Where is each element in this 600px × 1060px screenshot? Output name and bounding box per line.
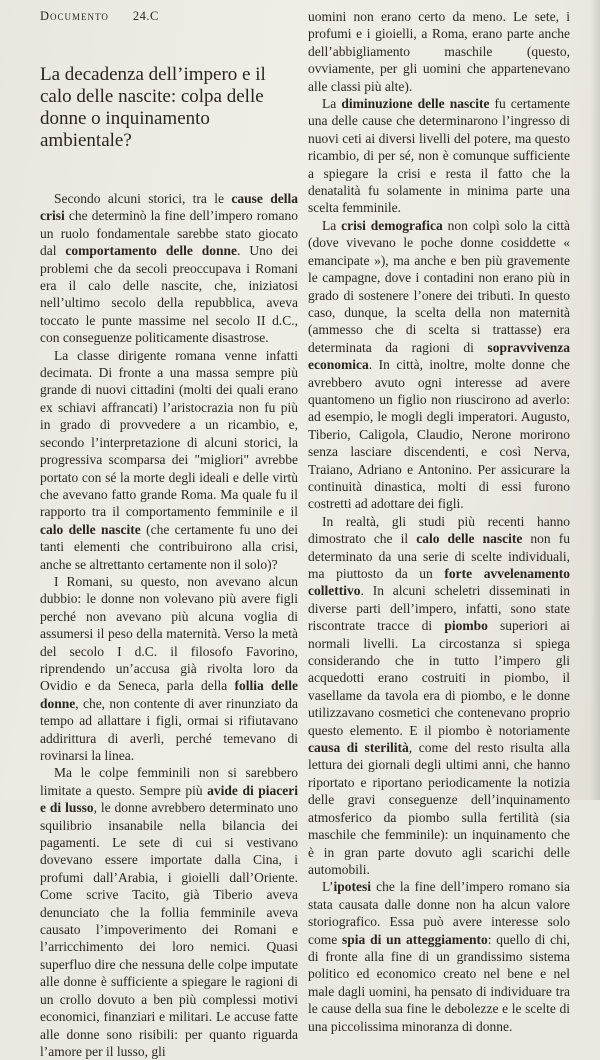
text-run: superiori ai normali livelli. La circostanza si spiega considerando che in tutto l’impero gli acquedotti erano costruiti in piombo, il vasellame da tavola era di piombo, e le donne utilizzavano cosmetici che contenevano proprio questo elemento. E il piombo è notoriamente: [308, 618, 570, 738]
right-column: [308, 8, 570, 1035]
text-run: . In città, inoltre, molte donne che avrebbero avuto ogni interesse ad avere quantomeno un figlio non riuscirono ad averlo: ad esempio, le mogli degli imperatori. Augusto, Tiberio, Caligola, Claudio, Nerone morirono senza lasciare discendenti, e così Nerva, Traiano, Adriano e Antonino. Per assicurare la continuità dinastica, molti di essi furono costretti ad adottare dei figli.: [308, 357, 570, 512]
text-run: che determinò la fine dell’impero romano un ruolo fondamentale sarebbe stato giocato dal: [40, 208, 298, 259]
text-run: I Romani, su questo, non avevano alcun dubbio: le donne non volevano più avere figli perché non avevano più alcuna voglia di assumersi il peso della maternità. Verso la metà del secolo I d.C. il filosofo Favorino, riprendendo un’accusa già rivolta loro da Ovidio e da Seneca, parla della: [40, 573, 298, 694]
bold-term: ipotesi: [333, 879, 372, 895]
text-run: In realtà, gli studi più recenti hanno dimostrato che il: [308, 513, 570, 547]
paragraph: [40, 573, 298, 764]
paragraph: [308, 513, 570, 879]
text-run: fu certamente una delle cause che determinarono l’ingresso di nuovi ceti ai diversi livelli del potere, ma questo ricambio, di per sé, non è comunque sufficiente a spiegare la crisi e resta il fatto che la denatalità fu solamente in minima parte una scelta femminile.: [308, 96, 571, 216]
bold-term: follia delle donne: [40, 678, 298, 711]
bold-term: piombo: [444, 618, 488, 634]
text-run: , le donne avrebbero determinato uno squilibrio insanabile nella bilancia dei pagamenti. Le sete di cui si vestivano dovevano essere importate dalla Cina, i profumi dall’Arabia, i gioielli dall’Oriente. Come scrive Tacito, già Tiberio aveva denunciato che la follia femminile aveva causato l’impoverimento dei Romani e l’arricchimento dei loro nemici. Quasi superfluo dire che nessuna delle colpe imputate alle donne è sufficiente a spiegare le ragioni di un crollo dovuto a ben più complessi motivi economici, finanziari e militari. Le accuse fatte alle donne sono risibili: per quanto riguarda l’amore per il lusso, gli: [40, 800, 298, 1059]
text-run: non fu determinato da una serie di scelte individuali, ma piuttosto da un: [308, 531, 571, 581]
bold-term: causa di sterilità: [308, 740, 409, 756]
text-run: La: [322, 217, 342, 233]
paragraph: [308, 217, 570, 513]
text-run: La classe dirigente romana venne infatti decimata. Di fronte a una massa sempre più grande di nuovi cittadini (molti dei quali erano ex schiavi affrancati) l’aristocrazia non fu più in grado di provvedere a un ricambio, e, secondo l’interpretazione di alcuni storici, la progressiva scomparsa dei "migliori" avrebbe portato con sé la morte degli ideali e delle virtù che avevano fatto grande Roma. Ma quale fu il rapporto tra il comportamento femminile e il: [40, 347, 298, 520]
text-run: . In alcuni scheletri disseminati in diverse parti dell’impero, infatti, sono state riscontrate tracce di: [308, 583, 570, 634]
text-run: Secondo alcuni storici, tra le: [54, 191, 232, 206]
text-run: (che certamente fu uno dei tanti elementi che contribuirono alla crisi, anche se altrettanto certamente non il solo)?: [40, 521, 298, 572]
bold-term: forte avvelenamento collettivo: [308, 566, 570, 599]
bold-term: comportamento delle donne: [65, 243, 238, 259]
bold-term: cause della crisi: [40, 191, 298, 224]
text-run: Ma le colpe femminili non si sarebbero limitate a questo. Sempre più: [40, 765, 298, 798]
bold-term: spia di un atteggiamento: [342, 931, 488, 947]
document-number: 24.C: [132, 9, 159, 23]
paragraph-continuation: uomini non erano certo da meno. Le sete, i profumi e i gioielli, a Roma, erano parte anche dell’abbigliamento maschile (questo, ovviamente, per gli uomini che appartenevano alle classi più alte).: [308, 9, 570, 94]
bold-term: crisi demografica: [341, 217, 443, 233]
paragraph: [40, 347, 298, 573]
text-run: La: [322, 96, 342, 112]
page-header: [40, 8, 298, 28]
bold-term: calo delle nascite: [40, 521, 141, 537]
text-run: non colpì solo la città (dove vivevano le poche donne cosiddette « emancipate »), ma anche e ben più gravemente le campagne, dove i contadini non erano più in grado di sostenere l’onere dei tributi. In questo caso, dunque, la scelta della non maternità (ammesso che di scelta si trattasse) era determinata da ragioni di: [308, 217, 570, 355]
document-label: Documento: [40, 9, 109, 23]
page-title: La decadenza dell’impero e il calo delle nascite: colpa delle donne o inquinamento ambientale?: [40, 64, 266, 151]
text-run: , come del resto risulta alla lettura dei giornali degli ultimi anni, che hanno riportato e riportano periodicamente la notizia delle gravi conseguenze dell’inquinamento atmosferico da piombo sulla fertilità (sia maschile che femminile): un inquinamento che è in gran parte dovuto agli scarichi delle automobili.: [308, 740, 570, 877]
text-run: L’: [322, 879, 334, 895]
bold-term: avide di piaceri e di lusso: [40, 782, 299, 816]
text-run: . Uno dei problemi che da secoli preoccupava i Romani era il calo delle nascite, che, iniziatosi nell’ultimo secolo della repubblica, aveva toccato le punte massime nel secolo II d.C., con conseguenze politicamente disastrose.: [40, 243, 298, 346]
bold-term: sopravvivenza economica: [308, 339, 570, 373]
paragraph: [40, 190, 298, 347]
text-run: che la fine dell’impero romano sia stata causata dalle donne non ha alcun valore storiografico. Essa può avere interesse solo come: [308, 879, 570, 947]
left-column: [40, 8, 298, 1060]
paragraph: [40, 764, 298, 1060]
page-edge-shadow: [590, 0, 600, 800]
text-run: : quello di chi, di fronte alla fine di un grandissimo sistema politico ed economico creato nel bene e nel male dagli uomini, ha pensato di individuare tra le cause della sua fine le debolezze e le scelte di una piccolissima minoranza di donne.: [308, 931, 570, 1034]
text-run: , che, non contente di aver rinunziato da tempo ad allattare i figli, ormai si rifiutavano addirittura di averli, perché temevano di rovinarsi la linea.: [40, 695, 298, 763]
paragraph: [308, 95, 570, 217]
bold-term: calo delle nascite: [416, 531, 523, 547]
bold-term: diminuzione delle nascite: [341, 96, 490, 112]
paragraph: [308, 878, 570, 1035]
